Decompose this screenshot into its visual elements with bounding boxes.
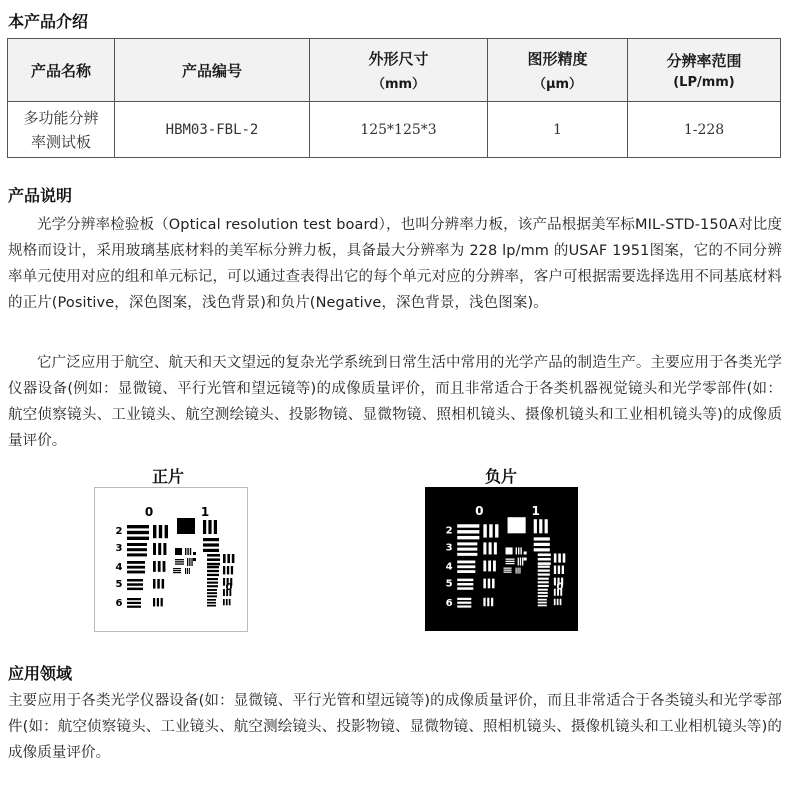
negative-target-inner-label: 0 <box>556 581 564 593</box>
positive-target-group-label-1: 1 <box>200 505 210 519</box>
positive-target-element-label-4: 4 <box>115 562 123 573</box>
header-resolution-range: 分辨率范围 (LP/mm) <box>628 39 781 102</box>
cell-precision: 1 <box>488 102 628 158</box>
section-title-application: 应用领域 <box>8 664 73 683</box>
negative-target-pattern <box>457 517 565 607</box>
negative-caption: 负片 <box>484 467 517 486</box>
negative-target-group-label-0: 0 <box>475 504 484 519</box>
section-title-intro: 本产品介绍 <box>8 12 89 31</box>
positive-target-element-label-3: 3 <box>115 543 123 554</box>
positive-target-group-label-0: 0 <box>144 505 154 519</box>
positive-caption: 正片 <box>151 467 184 486</box>
cell-dimensions: 125*125*3 <box>310 102 488 158</box>
description-paragraph-1: 光学分辨率检验板（Optical resolution test board），也叫分辨率力板，该产品根据美军标MIL-STD-150A对比度规格而设计，采用玻璃基底材料的美军标分辨力板，具备最大分辨率为 228 lp/mm 的USAF 1951图案，它的不同分辨率单元使用对应的组和单元标记，可以通过查表得出它的每个单元对应的分辨率，客户可根据需要选择选用不同基底材料的正片(Positive，深色图案，浅色背景)和负片(Negative，深色背景，浅色图案)。 <box>8 217 782 311</box>
negative-target-element-label-4: 4 <box>445 561 453 573</box>
application-paragraph: 主要应用于各类光学仪器设备(如：显微镜、平行光管和望远镜等)的成像质量评价，而且非常适合于各类镜头和光学零部件(如：航空侦察镜头、工业镜头、航空测绘镜头、投影物镜、显微物镜、照相机镜头、摄像机镜头和工业相机镜头等)的成像质量评价。 <box>8 693 782 761</box>
cell-resolution-range: 1-228 <box>628 102 781 158</box>
negative-target-element-label-3: 3 <box>445 542 453 554</box>
negative-target-element-label-5: 5 <box>445 578 453 590</box>
section-title-description: 产品说明 <box>8 186 73 205</box>
positive-target-element-label-5: 5 <box>115 579 123 590</box>
positive-target-svg <box>95 488 247 631</box>
negative-target-element-label-6: 6 <box>445 597 453 609</box>
header-product-code: 产品编号 <box>115 39 310 102</box>
header-precision: 图形精度 （μm） <box>488 39 628 102</box>
negative-target-element-label-2: 2 <box>445 525 453 537</box>
spec-table <box>7 38 781 158</box>
positive-target-element-label-2: 2 <box>115 526 123 537</box>
description-paragraph-2: 它广泛应用于航空、航天和天文望远的复杂光学系统到日常生活中常用的光学产品的制造生产。主要应用于各类光学仪器设备(例如：显微镜、平行光管和望远镜等)的成像质量评价，而且非常适合于各类机器视觉镜头和光学零部件(如：航空侦察镜头、工业镜头、航空测绘镜头、投影物镜、显微物镜、照相机镜头、摄像机镜头和工业相机镜头等)的成像质量评价。 <box>8 355 782 449</box>
table-row <box>8 102 781 158</box>
spec-table-header-row <box>8 39 781 102</box>
header-dimensions: 外形尺寸 （mm） <box>310 39 488 102</box>
positive-target-inner-label: 0 <box>225 582 233 593</box>
negative-target-group-label-1: 1 <box>531 504 540 519</box>
positive-target-pattern <box>127 518 234 608</box>
positive-test-target-image <box>94 487 248 632</box>
positive-target-element-label-6: 6 <box>115 598 123 609</box>
header-product-name: 产品名称 <box>8 39 115 102</box>
negative-test-target-image <box>425 487 578 631</box>
negative-target-svg <box>425 487 578 631</box>
cell-product-name: 多功能分辨率测试板 <box>8 102 115 158</box>
cell-product-code: HBM03-FBL-2 <box>115 102 310 158</box>
